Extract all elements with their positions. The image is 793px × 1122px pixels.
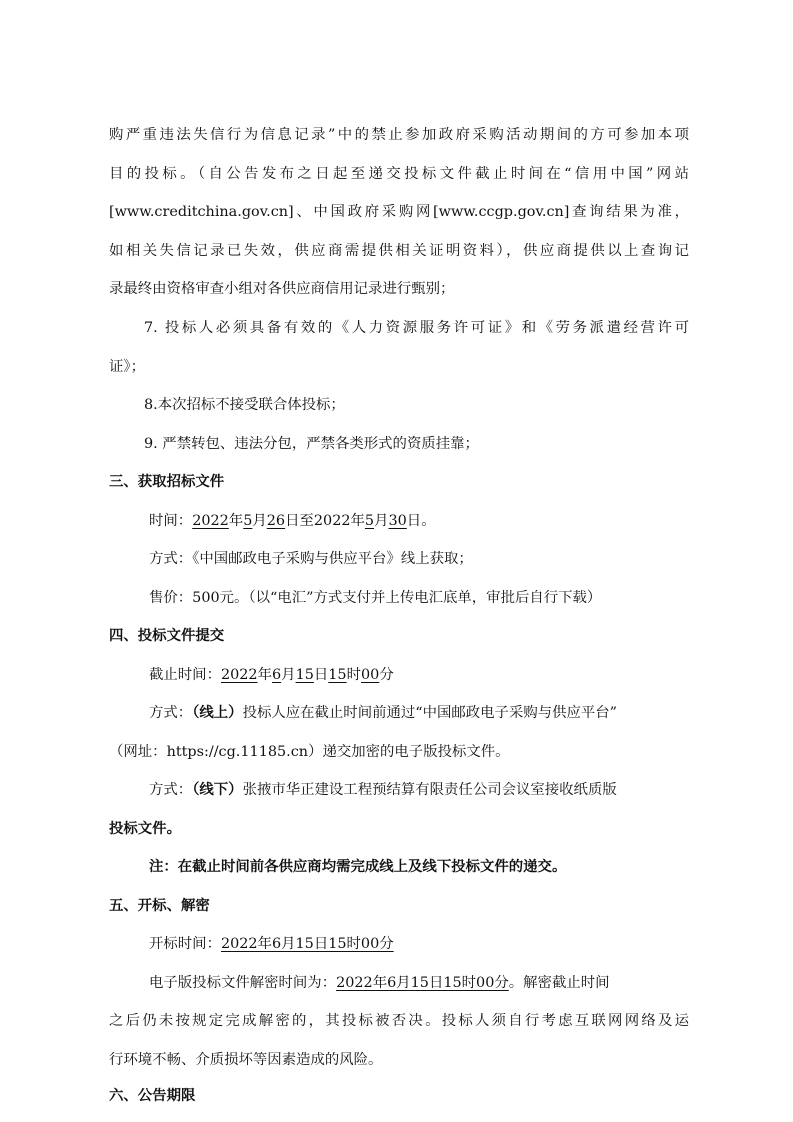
decryption-time-line-2: 之后仍未按规定完成解密的，其投标被否决。投标人须自行考虑互联网网络及运 <box>109 1013 689 1029</box>
credit-paragraph-line-1: 购严重违法失信行为信息记录”中的禁止参加政府采购活动期间的方可参加本项 <box>109 127 689 143</box>
credit-paragraph-line-4: 如相关失信记录已失效，供应商需提供相关证明资料），供应商提供以上查询记 <box>109 243 689 259</box>
requirement-7-line-1: 7. 投标人必须具备有效的《人力资源服务许可证》和《劳务派遣经营许可 <box>144 320 689 336</box>
section-3-heading: 三、获取招标文件 <box>109 473 225 490</box>
section-6-heading: 六、公告期限 <box>109 1087 196 1104</box>
credit-paragraph-line-2: 目的投标。（自公告发布之日起至递交投标文件截止时间在“信用中国”网站 <box>109 166 689 182</box>
document-price: 售价：500元。（以“电汇”方式支付并上传电汇底单，审批后自行下载） <box>149 590 602 606</box>
submission-deadline: 截止时间：2022年6月15日15时00分 <box>149 667 394 683</box>
decryption-time-line-1: 电子版投标文件解密时间为：2022年6月15日15时00分。解密截止时间 <box>149 975 610 991</box>
submission-offline-line-2: 投标文件。 <box>109 820 181 837</box>
section-5-heading: 五、开标、解密 <box>109 897 210 914</box>
submission-online-line-2: （网址：https://cg.11185.cn）递交加密的电子版投标文件。 <box>109 744 510 760</box>
requirement-7-line-2: 证》； <box>109 359 145 375</box>
section-4-heading: 四、投标文件提交 <box>109 627 225 644</box>
submission-online-line-1: 方式：（线上）投标人应在截止时间前通过“中国邮政电子采购与供应平台” <box>149 704 618 721</box>
submission-note: 注：在截止时间前各供应商均需完成线上及线下投标文件的递交。 <box>149 858 567 875</box>
bid-opening-time: 开标时间：2022年6月15日15时00分 <box>149 936 394 952</box>
requirement-9: 9. 严禁转包、违法分包，严禁各类形式的资质挂靠； <box>144 436 479 452</box>
credit-paragraph-line-3: [www.creditchina.gov.cn]、中国政府采购网[www.ccgp.gov.cn]查询结果为准， <box>109 204 689 220</box>
credit-paragraph-line-5: 录最终由资格审查小组对各供应商信用记录进行甄别； <box>109 281 455 297</box>
document-obtain-time: 时间：2022年5月26日至2022年5月30日。 <box>149 513 436 529</box>
document-obtain-method: 方式：《中国邮政电子采购与供应平台》线上获取； <box>149 551 473 567</box>
requirement-8: 8.本次招标不接受联合体投标； <box>144 397 345 413</box>
decryption-time-line-3: 行环境不畅、介质损坏等因素造成的风险。 <box>109 1052 383 1068</box>
submission-offline-line-1: 方式：（线下）张掖市华正建设工程预结算有限责任公司会议室接收纸质版 <box>149 781 617 798</box>
